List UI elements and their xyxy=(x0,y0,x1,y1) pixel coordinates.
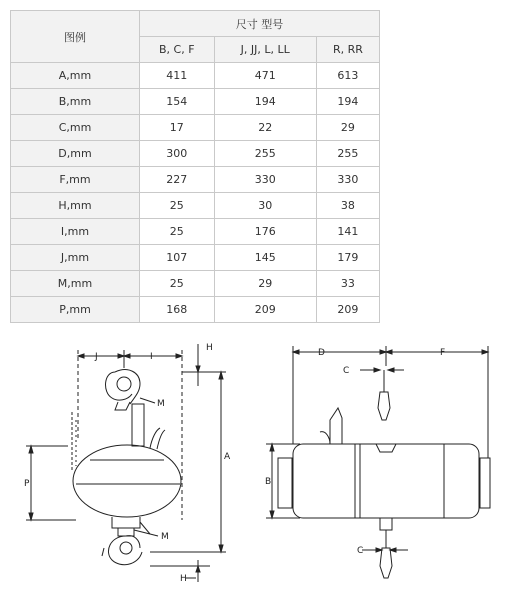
hoist-body xyxy=(73,445,181,517)
column-header: B, C, F xyxy=(140,37,215,63)
table-row xyxy=(11,219,380,245)
table-cell: 33 xyxy=(316,271,379,297)
table-cell: 154 xyxy=(140,89,215,115)
dim-label-h-bottom: H xyxy=(180,574,187,584)
table-row xyxy=(11,271,380,297)
table-cell: 38 xyxy=(316,193,379,219)
dim-label-m-top: M xyxy=(157,399,165,409)
table-row xyxy=(11,297,380,323)
table-cell: 25 xyxy=(140,271,215,297)
table-cell: 179 xyxy=(316,245,379,271)
dim-label-i: I xyxy=(150,352,153,362)
side-body xyxy=(293,444,479,518)
dim-label-a: A xyxy=(224,452,231,462)
top-hook xyxy=(106,370,140,404)
table-row xyxy=(11,167,380,193)
table-cell: 22 xyxy=(214,115,316,141)
table-cell: 613 xyxy=(316,63,379,89)
table-cell: 29 xyxy=(214,271,316,297)
dim-label-p: P xyxy=(24,479,30,489)
table-row xyxy=(11,89,380,115)
table-cell: 176 xyxy=(214,219,316,245)
dim-label-b: B xyxy=(265,477,272,487)
row-label: M,mm xyxy=(11,271,140,297)
table-cell: 209 xyxy=(214,297,316,323)
dim-label-m-bottom: M xyxy=(161,532,169,542)
dimension-table xyxy=(10,10,380,323)
table-row xyxy=(11,115,380,141)
dim-label-f: F xyxy=(440,348,446,358)
table-cell: 209 xyxy=(316,297,379,323)
row-label: C,mm xyxy=(11,115,140,141)
row-label: F,mm xyxy=(11,167,140,193)
table-cell: 194 xyxy=(316,89,379,115)
column-header: R, RR xyxy=(316,37,379,63)
table-row xyxy=(11,63,380,89)
table-row xyxy=(11,141,380,167)
table-cell: 168 xyxy=(140,297,215,323)
table-cell: 107 xyxy=(140,245,215,271)
table-cell: 29 xyxy=(316,115,379,141)
row-label: J,mm xyxy=(11,245,140,271)
row-label: D,mm xyxy=(11,141,140,167)
table-cell: 194 xyxy=(214,89,316,115)
table-cell: 255 xyxy=(214,141,316,167)
row-label: I,mm xyxy=(11,219,140,245)
table-cell: 227 xyxy=(140,167,215,193)
side-view xyxy=(266,346,490,578)
dim-label-c-bottom: C xyxy=(357,546,364,556)
hoist-dimension-drawing xyxy=(0,335,523,601)
size-model-header: 尺寸 型号 xyxy=(140,11,380,37)
row-label: H,mm xyxy=(11,193,140,219)
table-row xyxy=(11,245,380,271)
bottom-hook xyxy=(108,536,142,565)
table-cell: 17 xyxy=(140,115,215,141)
dim-label-d: D xyxy=(318,348,325,358)
table-cell: 255 xyxy=(316,141,379,167)
table-cell: 471 xyxy=(214,63,316,89)
table-cell: 25 xyxy=(140,193,215,219)
dim-label-c-top: C xyxy=(343,366,350,376)
table-cell: 411 xyxy=(140,63,215,89)
column-header: J, JJ, L, LL xyxy=(214,37,316,63)
table-cell: 30 xyxy=(214,193,316,219)
table-cell: 330 xyxy=(214,167,316,193)
row-label: B,mm xyxy=(11,89,140,115)
legend-header: 图例 xyxy=(11,11,140,63)
table-row xyxy=(11,193,380,219)
table-cell: 300 xyxy=(140,141,215,167)
row-label: A,mm xyxy=(11,63,140,89)
table-cell: 25 xyxy=(140,219,215,245)
row-label: P,mm xyxy=(11,297,140,323)
table-cell: 330 xyxy=(316,167,379,193)
dim-label-j: J xyxy=(95,352,98,362)
table-cell: 141 xyxy=(316,219,379,245)
front-view xyxy=(26,344,226,582)
table-cell: 145 xyxy=(214,245,316,271)
dim-label-h-top: H xyxy=(206,343,213,353)
